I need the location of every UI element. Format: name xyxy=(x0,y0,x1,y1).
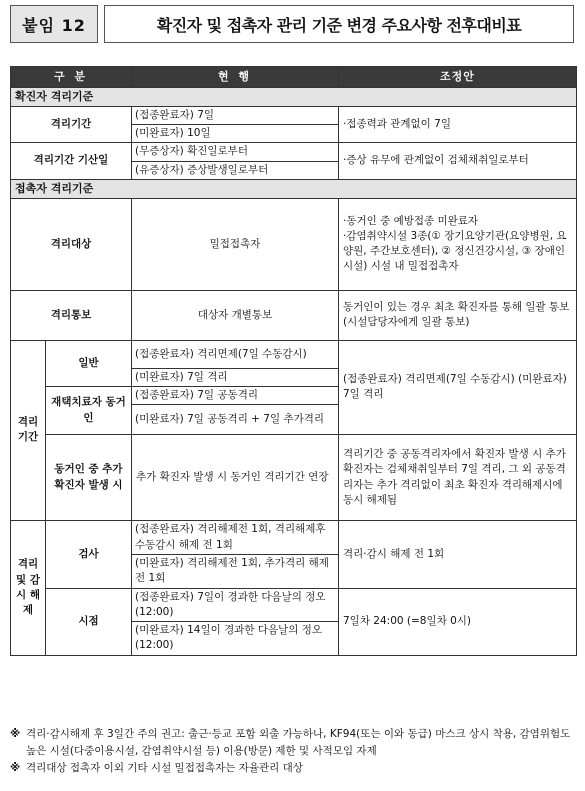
row-label-home-treatment: 재택치료자 동거인 xyxy=(46,386,132,434)
cell-current: (접종완료자) 격리해제전 1회, 격리해제후 수동감시 해제 전 1회 xyxy=(132,521,339,555)
cell-current: (미완료자) 7일 공동격리 + 7일 추가격리 xyxy=(132,405,339,435)
table-row xyxy=(11,340,577,368)
cell-current: (무증상자) 확진일로부터 xyxy=(132,143,339,161)
cell-current: (유증상자) 증상발생일로부터 xyxy=(132,161,339,179)
cell-proposed: (접종완료자) 격리면제(7일 수동감시) (미완료자) 7일 격리 xyxy=(339,340,577,434)
proposed-line: ·감염취약시설 3종(① 장기요양기관(요양병원, 요양원, 주간보호센터), ② 정신건강시설, ③ 장애인시설) 시설 내 밀접접촉자 xyxy=(343,230,567,273)
section-row xyxy=(11,179,577,198)
table-row xyxy=(11,143,577,161)
row-label-period-start: 격리기간 기산일 xyxy=(11,143,132,179)
footnote xyxy=(10,726,576,760)
proposed-line: ·동거인 중 예방접종 미완료자 xyxy=(343,214,479,227)
table-row xyxy=(11,521,577,555)
row-label-test: 검사 xyxy=(46,521,132,588)
cell-proposed: ·증상 유무에 관계없이 검체채취일로부터 xyxy=(339,143,577,179)
table-row xyxy=(11,106,577,124)
row-label-general: 일반 xyxy=(46,340,132,386)
section-confirmed: 확진자 격리기준 xyxy=(11,88,577,107)
cell-current: (미완료자) 14일이 경과한 다음날의 정오(12:00) xyxy=(132,622,339,655)
cell-proposed: 동거인이 있는 경우 최초 확진자를 통해 일괄 통보 (시설담당자에게 일괄 통보) xyxy=(339,290,577,340)
cell-current: (미완료자) 10일 xyxy=(132,125,339,143)
comparison-table xyxy=(10,66,577,656)
section-contact: 접촉자 격리기준 xyxy=(11,179,577,198)
cell-current: (접종완료자) 7일이 경과한 다음날의 정오(12:00) xyxy=(132,588,339,621)
row-label-isolation-period: 격리기간 xyxy=(11,106,132,142)
table-row xyxy=(11,290,577,340)
header xyxy=(10,5,576,45)
header-category: 구 분 xyxy=(11,67,132,88)
footnote-text: 격리대상 접촉자 이외 기타 시설 밀접접촉자는 자율관리 대상 xyxy=(26,761,303,774)
row-group-label-release: 격리 및 감시 해제 xyxy=(11,521,46,655)
attachment-badge: 붙임 12 xyxy=(10,5,98,43)
reference-mark: ※ xyxy=(10,761,21,774)
cell-current: (접종완료자) 7일 xyxy=(132,106,339,124)
cell-current: (접종완료자) 7일 공동격리 xyxy=(132,386,339,404)
cell-proposed: 7일차 24:00 (=8일차 0시) xyxy=(339,588,577,655)
cell-current: (접종완료자) 격리면제(7일 수동감시) xyxy=(132,340,339,368)
cell-proposed: ·접종력과 관계없이 7일 xyxy=(339,106,577,142)
reference-mark: ※ xyxy=(10,728,21,740)
row-label-target: 격리대상 xyxy=(11,198,132,290)
cell-current: (미완료자) 7일 격리 xyxy=(132,368,339,386)
footnote-text: 격리·감시해제 후 3일간 주의 권고: 출근·등교 포함 외출 가능하나, KF94(또는 이와 동급) 마스크 상시 착용, 감염위험도 높은 시설(다중이용시설, 감염취약시설 등) 이용(방문) 제한 및 사적모임 자제 xyxy=(26,728,571,757)
table-row xyxy=(11,435,577,521)
footnotes xyxy=(10,726,576,776)
footnote xyxy=(10,760,576,777)
cell-current: 추가 확진자 발생 시 동거인 격리기간 연장 xyxy=(132,435,339,521)
table-header-row xyxy=(11,67,577,88)
cell-current: 대상자 개별통보 xyxy=(132,290,339,340)
cell-proposed xyxy=(339,198,577,290)
row-group-label-period: 격리 기간 xyxy=(11,340,46,520)
table-row xyxy=(11,588,577,621)
row-label-extra-confirmed: 동거인 중 추가확진자 발생 시 xyxy=(46,435,132,521)
cell-proposed: 격리기간 중 공동격리자에서 확진자 발생 시 추가 확진자는 검체채취일부터 7일 격리, 그 외 공동격리자는 추가 격리없이 최초 확진자 격리해제시에 동시 해제됨 xyxy=(339,435,577,521)
row-label-notice: 격리통보 xyxy=(11,290,132,340)
cell-current: (미완료자) 격리해제전 1회, 추가격리 해제 전 1회 xyxy=(132,555,339,588)
row-label-time: 시점 xyxy=(46,588,132,655)
section-row xyxy=(11,88,577,107)
cell-proposed: 격리·감시 해제 전 1회 xyxy=(339,521,577,588)
cell-current: 밀접접촉자 xyxy=(132,198,339,290)
document-title: 확진자 및 접촉자 관리 기준 변경 주요사항 전후대비표 xyxy=(104,5,574,43)
header-current: 현 행 xyxy=(132,67,339,88)
table-row xyxy=(11,198,577,290)
header-proposed: 조정안 xyxy=(339,67,577,88)
